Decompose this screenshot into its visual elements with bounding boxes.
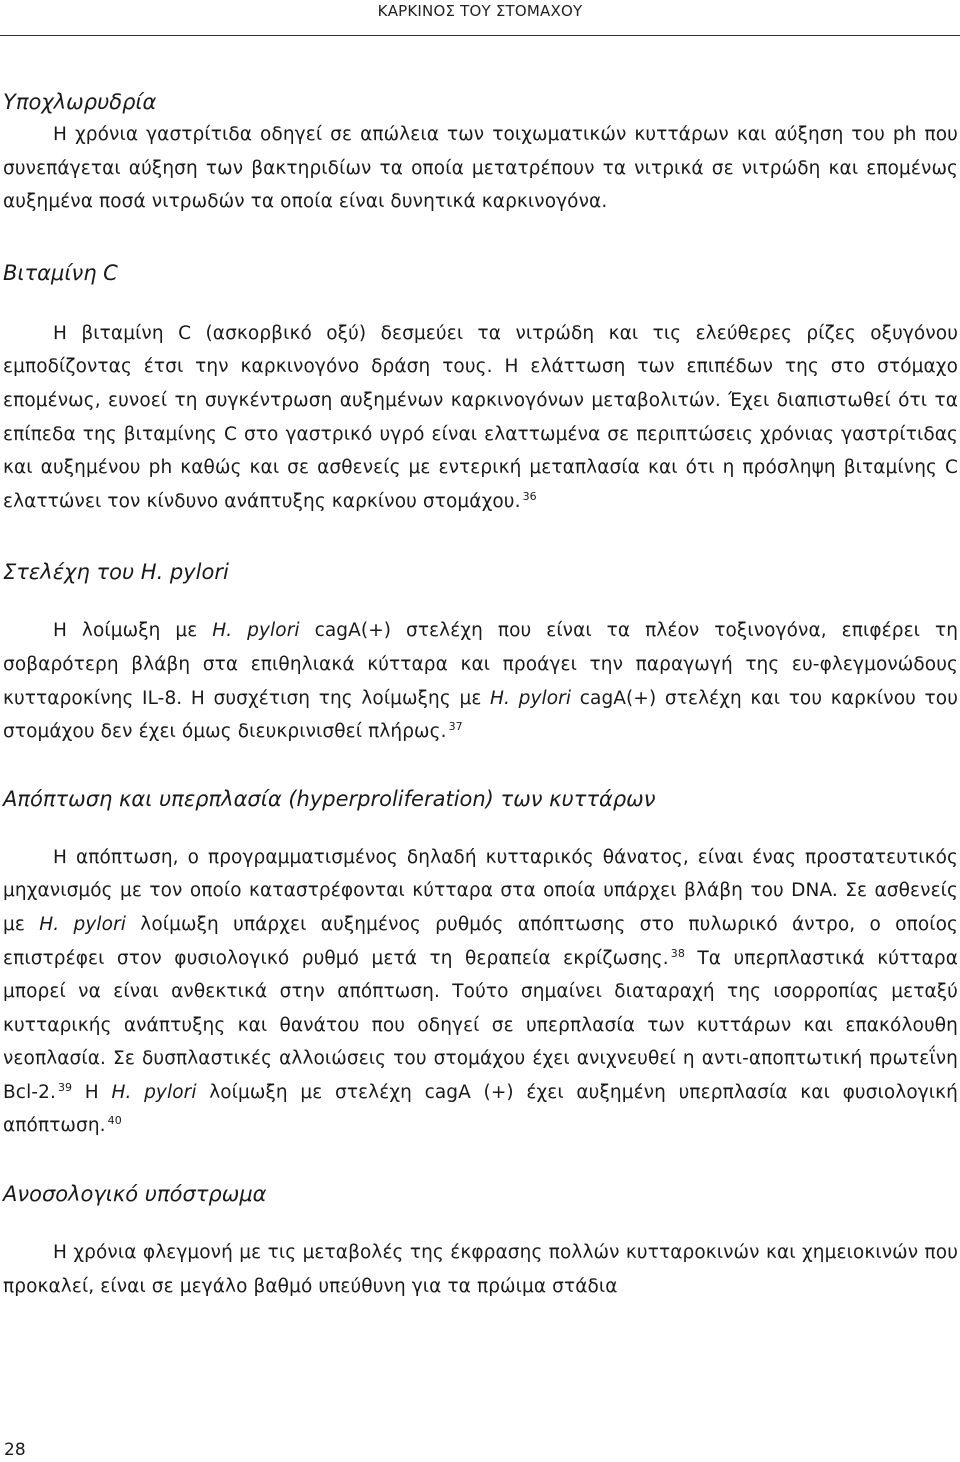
reference-36: 36 [522, 489, 537, 503]
header-rule [0, 35, 960, 36]
running-header: ΚΑΡΚΙΝΟΣ ΤΟΥ ΣΤΟΜΑΧΟΥ [377, 2, 583, 20]
paragraph-hypochlorhydria: Η χρόνια γαστρίτιδα οδηγεί σε απώλεια των τοιχωματικών κυττάρων και αύξηση του ph που συνεπάγεται αύξηση των βακτηριδίων τα οποία μετατρέπουν τα νιτρικά σε νιτρώδη και επομένως αυξημένα ποσά νιτρωδών τα οποία είναι δυνητικά καρκινογόνα. [3, 124, 958, 213]
page-number: 28 [4, 1440, 26, 1460]
section-heading-apoptosis: Απόπτωση και υπερπλασία (hyperproliferation) των κυττάρων [3, 786, 656, 811]
reference-37: 37 [448, 720, 463, 734]
paragraph-immune-substrate: Η χρόνια φλεγμονή με τις μεταβολές της έκφρασης πολλών κυτταροκινών και χημειοκινών που προκαλεί, είναι σε μεγάλο βαθμό υπεύθυνη για τα πρώιμα στάδια [3, 1242, 958, 1297]
paragraph-hpylori-strains: Η λοίμωξη με H. pylori cagA(+) στελέχη που είναι τα πλέον τοξινογόνα, επιφέρει τη σοβαρότερη βλάβη στα επιθηλιακά κύτταρα και προάγει την παραγωγή της ευ-φλεγμονώδους κυτταροκίνης IL-8. Η συσχέτιση της λοίμωξης με H. pylori cagA(+) στελέχη και του καρκίνου του στομάχου δεν έχει όμως διευκρινισθεί πλήρως. $^{37}$ [3, 620, 959, 743]
paragraph-vitamin-c: Η βιταμίνη C (ασκορβικό οξύ) δεσμεύει τα νιτρώδη και τις ελεύθερες ρίζες οξυγόνου εμποδίζοντας έτσι την καρκινογόνο δράση τους. Η ελάττωση των επιπέδων της στο στόμαχο επομένως, ευνοεί τη συγκέντρωση αυξημένων καρκινογόνων μεταβολιτών. Έχει διαπιστωθεί ότι τα επίπεδα της βιταμίνης C στο γαστρικό υγρό είναι ελαττωμένα σε περιπτώσεις χρόνιας γαστρίτιδας και αυξημένου ph καθώς και σε ασθενείς με εντερική μεταπλασία και ότι η πρόσληψη βιταμίνης C ελαττώνει τον κίνδυνο ανάπτυξης καρκίνου στομάχου. $^{36}$ [3, 322, 958, 512]
section-heading-immune-substrate: Ανοσολογικό υπόστρωμα [3, 1182, 267, 1207]
section-heading-vitamin-c: Βιταμίνη C [3, 260, 118, 285]
reference-38: 38 [670, 946, 685, 960]
reference-39: 39 [57, 1080, 73, 1094]
section-heading-hpylori-strains: Στελέχη του H. pylori [3, 560, 229, 585]
paragraph-apoptosis: Η απόπτωση, ο προγραμματισμένος δηλαδή κυτταρικός θάνατος, είναι ένας προστατευτικός μηχανισμός με τον οποίο καταστρέφονται κύτταρα στα οποία υπάρχει βλάβη του DNA. Σε ασθενείς με H. pylori λοίμωξη υπάρχει αυξημένος ρυθμός απόπτωσης στο πυλωρικό άντρο, ο οποίος επιστρέφει στον φυσιολογικό ρυθμό μετά τη θεραπεία εκρίζωσης. $^{38}$ Τα υπερπλαστικά κύτταρα μπορεί να είναι ανθεκτικά στην απόπτωση. Τούτο σημαίνει διαταραχή της ισορροπίας μεταξύ κυτταρικής ανάπτυξης και θανάτου που οδηγεί σε υπερπλασία των κυττάρων και επακόλουθη νεοπλασία. Σε δυσπλαστικές αλλοιώσεις του στομάχου έχει ανιχνευθεί η αντι-αποπτωτική πρωτεΐνη Bcl-2. $^{39}$ Η H. pylori λοίμωξη με στελέχη cagA (+) έχει αυξημένη υπερπλασία και φυσιολογική απόπτωση. $^{40}$ [3, 846, 958, 1137]
page-body [3, 86, 958, 1341]
reference-40: 40 [107, 1114, 122, 1128]
section-heading-hypochlorhydria: Υποχλωρυδρία [3, 90, 157, 114]
